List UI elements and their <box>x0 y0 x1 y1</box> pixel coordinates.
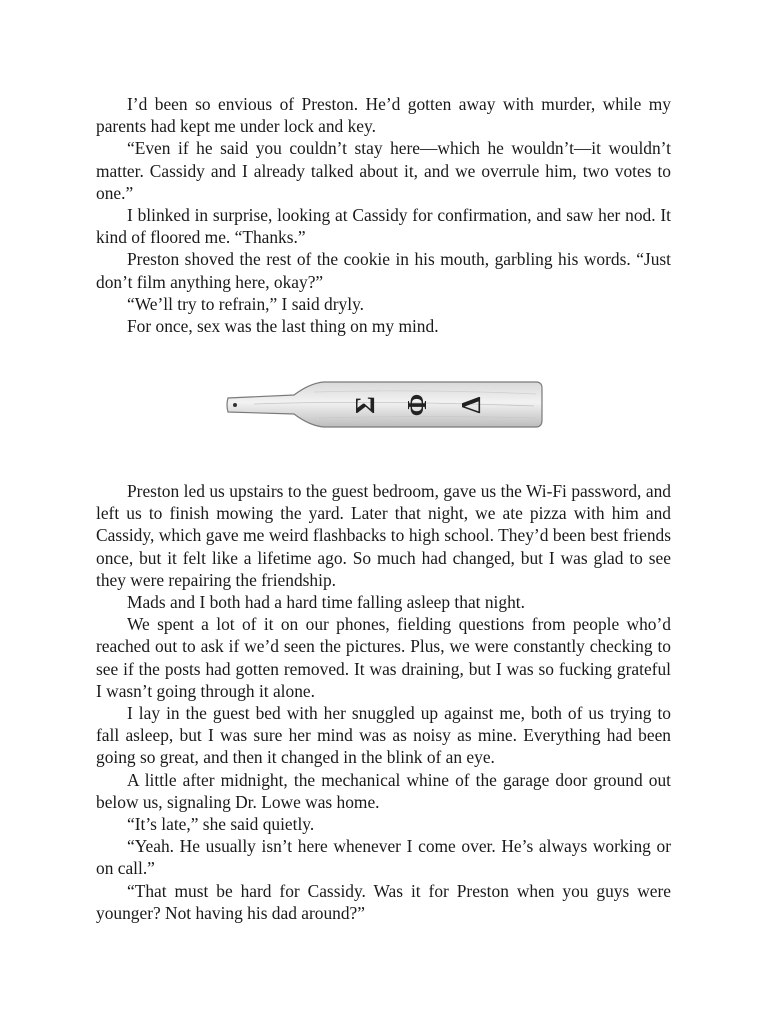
paragraph: I lay in the guest bed with her snuggled up against me, both of us trying to fall asleep, but I was sure her mind was as noisy as mine. Everything had been going so great, and then it changed in the blink of an eye. <box>96 703 671 768</box>
paragraph: “It’s late,” she said quietly. <box>127 814 315 835</box>
paragraph: “That must be hard for Cassidy. Was it for Preston when you guys were younger? Not having his dad around?” <box>96 880 671 923</box>
paragraph: “Yeah. He usually isn’t here whenever I come over. He’s always working or on call.” <box>96 836 671 879</box>
paragraph: We spent a lot of it on our phones, fielding questions from people who’d reached out to ask if we’d seen the pictures. Plus, we were constantly checking to see if the posts had gotten removed. It was draining, but I was so fucking grateful I wasn’t going through it alone. <box>96 614 671 701</box>
paragraph: For once, sex was the last thing on my mind. <box>127 316 439 337</box>
paragraph: Preston shoved the rest of the cookie in his mouth, garbling his words. “Just don’t film anything here, okay?” <box>96 249 671 292</box>
paddle-hole <box>233 403 237 407</box>
paragraph: A little after midnight, the mechanical whine of the garage door ground out below us, signaling Dr. Lowe was home. <box>96 769 671 812</box>
paragraph: I blinked in surprise, looking at Cassidy for confirmation, and saw her nod. It kind of floored me. “Thanks.” <box>96 205 671 248</box>
paragraph: Mads and I both had a hard time falling asleep that night. <box>127 592 525 613</box>
paragraph: Preston led us upstairs to the guest bedroom, gave us the Wi-Fi password, and left us to finish mowing the yard. Later that night, we ate pizza with him and Cassidy, which gave me weird flashbacks to high school. They’d been best friends once, but it felt like a lifetime ago. So much had changed, but I was glad to see they were repairing the friendship. <box>96 481 671 590</box>
paddle-graphic <box>224 380 544 432</box>
paddle-icon <box>224 380 544 432</box>
section-two-text <box>96 480 671 924</box>
paddle-letter: Σ <box>350 396 380 414</box>
paddle-letter: Φ <box>402 393 432 417</box>
paragraph: “Even if he said you couldn’t stay here—which he wouldn’t—it wouldn’t matter. Cassidy and I already talked about it, and we overrule him, two votes to one.” <box>96 138 671 203</box>
paragraph: “We’ll try to refrain,” I said dryly. <box>127 293 364 314</box>
paragraph: I’d been so envious of Preston. He’d gotten away with murder, while my parents had kept me under lock and key. <box>96 94 671 137</box>
paddle-letter: Δ <box>456 396 486 414</box>
section-one-text <box>96 93 671 337</box>
